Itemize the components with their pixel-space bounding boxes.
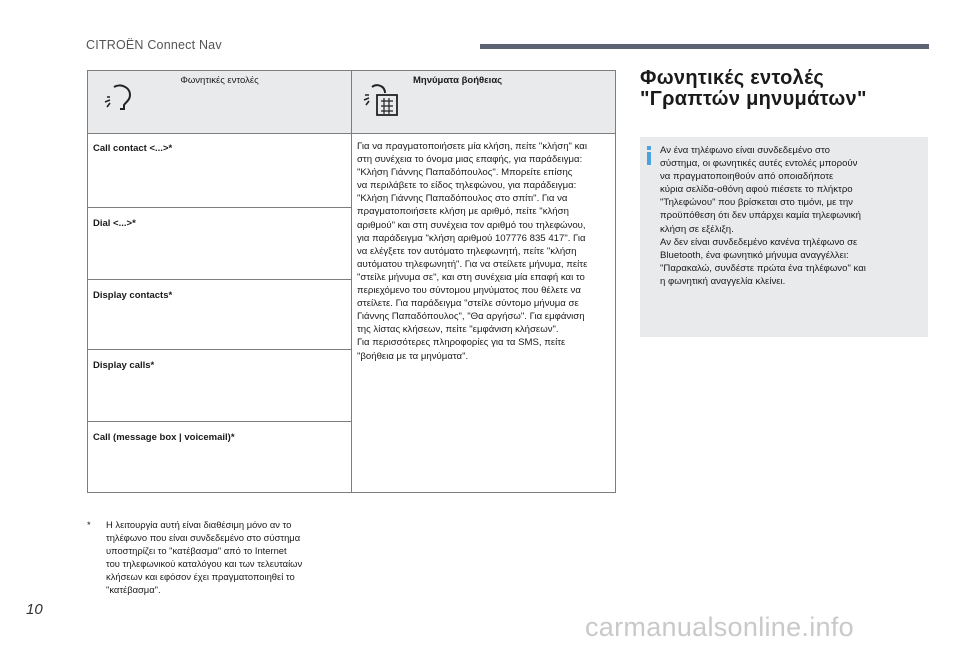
command-row — [88, 280, 351, 350]
command-label: Call contact <...>* — [93, 143, 173, 154]
voice-command-icon — [102, 81, 136, 115]
voice-commands-table — [87, 70, 616, 493]
command-row — [88, 133, 351, 208]
info-line: Αν ένα τηλέφωνο είναι συνδεδεμένο στο — [660, 145, 830, 156]
help-line: "βοήθεια με τα μηνύματα". — [357, 350, 469, 362]
column-header-voice-commands: Φωνητικές εντολές — [180, 75, 259, 86]
footnote-line: του τηλεφωνικού καταλόγου και των τελευταίων — [106, 558, 303, 570]
info-icon — [647, 146, 651, 165]
command-row — [88, 350, 351, 422]
info-line: "Παρακαλώ, συνδέστε πρώτα ένα τηλέφωνο" και — [660, 262, 866, 274]
help-message-text — [357, 140, 611, 363]
info-line: Αν δεν είναι συνδεδεμένο κανένα τηλέφωνο σε — [660, 236, 858, 248]
command-row — [88, 422, 351, 492]
info-line: κύρια σελίδα-οθόνη αφού πιέσετε το πλήκτρο — [660, 184, 853, 196]
help-line: περιεχόμενο του σύντομου μηνύματος που θέλετε να — [357, 285, 581, 297]
info-line: σύστημα, οι φωνητικές αυτές εντολές μπορούν — [660, 158, 858, 170]
section-title-line: "Γραπτών μηνυμάτων" — [640, 88, 867, 110]
info-line: η φωνητική αναγγελία κλείνει. — [660, 275, 786, 287]
info-line: προϋπόθεση ότι δεν υπάρχει καμία τηλεφωνική — [660, 210, 861, 222]
info-text — [660, 144, 922, 288]
help-line: "Κλήση Γιάννης Παπαδόπουλος". Μπορείτε επίσης — [357, 167, 573, 179]
command-label: Display calls* — [93, 360, 155, 371]
command-label: Call (message box | voicemail)* — [93, 432, 235, 443]
footnote-asterisk: * — [87, 519, 91, 530]
column-header-help-messages: Μηνύματα βοήθειας — [413, 75, 503, 86]
help-line: αυτόματου τηλεφωνητή". Για να στείλετε μήνυμα, πείτε — [357, 258, 588, 270]
footnote-text — [106, 518, 356, 597]
help-line: να περιλάβετε το είδος τηλεφώνου, για παράδειγμα: — [357, 180, 577, 192]
column-divider — [351, 71, 352, 492]
help-line: για παράδειγμα "κλήση αριθμού 107776 835 417". Για — [357, 232, 586, 244]
help-line: "στείλε μήνυμα σε", και στη συνέχεια μία επαφή και το — [357, 271, 585, 283]
help-line: να ελέγξετε τον αυτόματο τηλεφωνητή, πείτε "κλήση — [357, 245, 577, 257]
phone-keypad-icon — [363, 81, 403, 119]
help-line: στείλετε. Για παράδειγμα "στείλε σύντομο μήνυμα σε — [357, 298, 579, 310]
footnote-line: τηλέφωνο που είναι συνδεδεμένο στο σύστημα — [106, 532, 301, 544]
info-line: "Τηλεφώνου" που βρίσκεται στο τιμόνι, με την — [660, 197, 853, 209]
watermark: carmanualsonline.info — [585, 612, 854, 642]
command-row — [88, 208, 351, 280]
info-box — [640, 137, 928, 337]
command-label: Dial <...>* — [93, 218, 136, 229]
footnote-line: "κατέβασμα". — [106, 584, 161, 596]
footnote-line: Η λειτουργία αυτή είναι διαθέσιμη μόνο αν το — [106, 519, 292, 530]
help-line: στη συνέχεια το όνομα μιας επαφής, για παράδειγμα: — [357, 154, 583, 166]
help-line: της λίστας κλήσεων, πείτε "εμφάνιση κλήσεων". — [357, 324, 559, 336]
help-line: Για περισσότερες πληροφορίες για τα SMS, πείτε — [357, 337, 566, 349]
help-line: Γιάννης Παπαδόπουλος", "Θα αργήσω". Για εμφάνιση — [357, 311, 585, 323]
info-line: Bluetooth, ένα φωνητικό μήνυμα αναγγέλλει: — [660, 249, 849, 261]
footnote-line: υποστηρίζει το "κατέβασμα" από το Internet — [106, 545, 287, 557]
info-line: κλήση σε εξέλιξη. — [660, 223, 734, 235]
section-title-line: Φωνητικές εντολές — [640, 67, 825, 89]
section-title — [640, 68, 940, 110]
footnote-line: κλήσεων και εφόσον έχει πραγματοποιηθεί το — [106, 571, 295, 583]
command-label: Display contacts* — [93, 290, 173, 301]
help-line: πραγματοποιήσετε κλήση με αριθμό, πείτε "κλήση — [357, 206, 569, 218]
info-line: να πραγματοποιηθούν από οποιαδήποτε — [660, 171, 834, 183]
help-line: Για να πραγματοποιήσετε μία κλήση, πείτε "κλήση" και — [357, 141, 587, 152]
header-rule — [480, 44, 929, 49]
page-number: 10 — [26, 601, 43, 618]
document-header-title: CITROËN Connect Nav — [86, 38, 222, 52]
help-line: αριθμού" και στη συνέχεια τον αριθμό του τηλεφώνου, — [357, 219, 586, 231]
help-line: "Κλήση Γιάννης Παπαδόπουλος στο σπίτι". Για να — [357, 193, 568, 205]
